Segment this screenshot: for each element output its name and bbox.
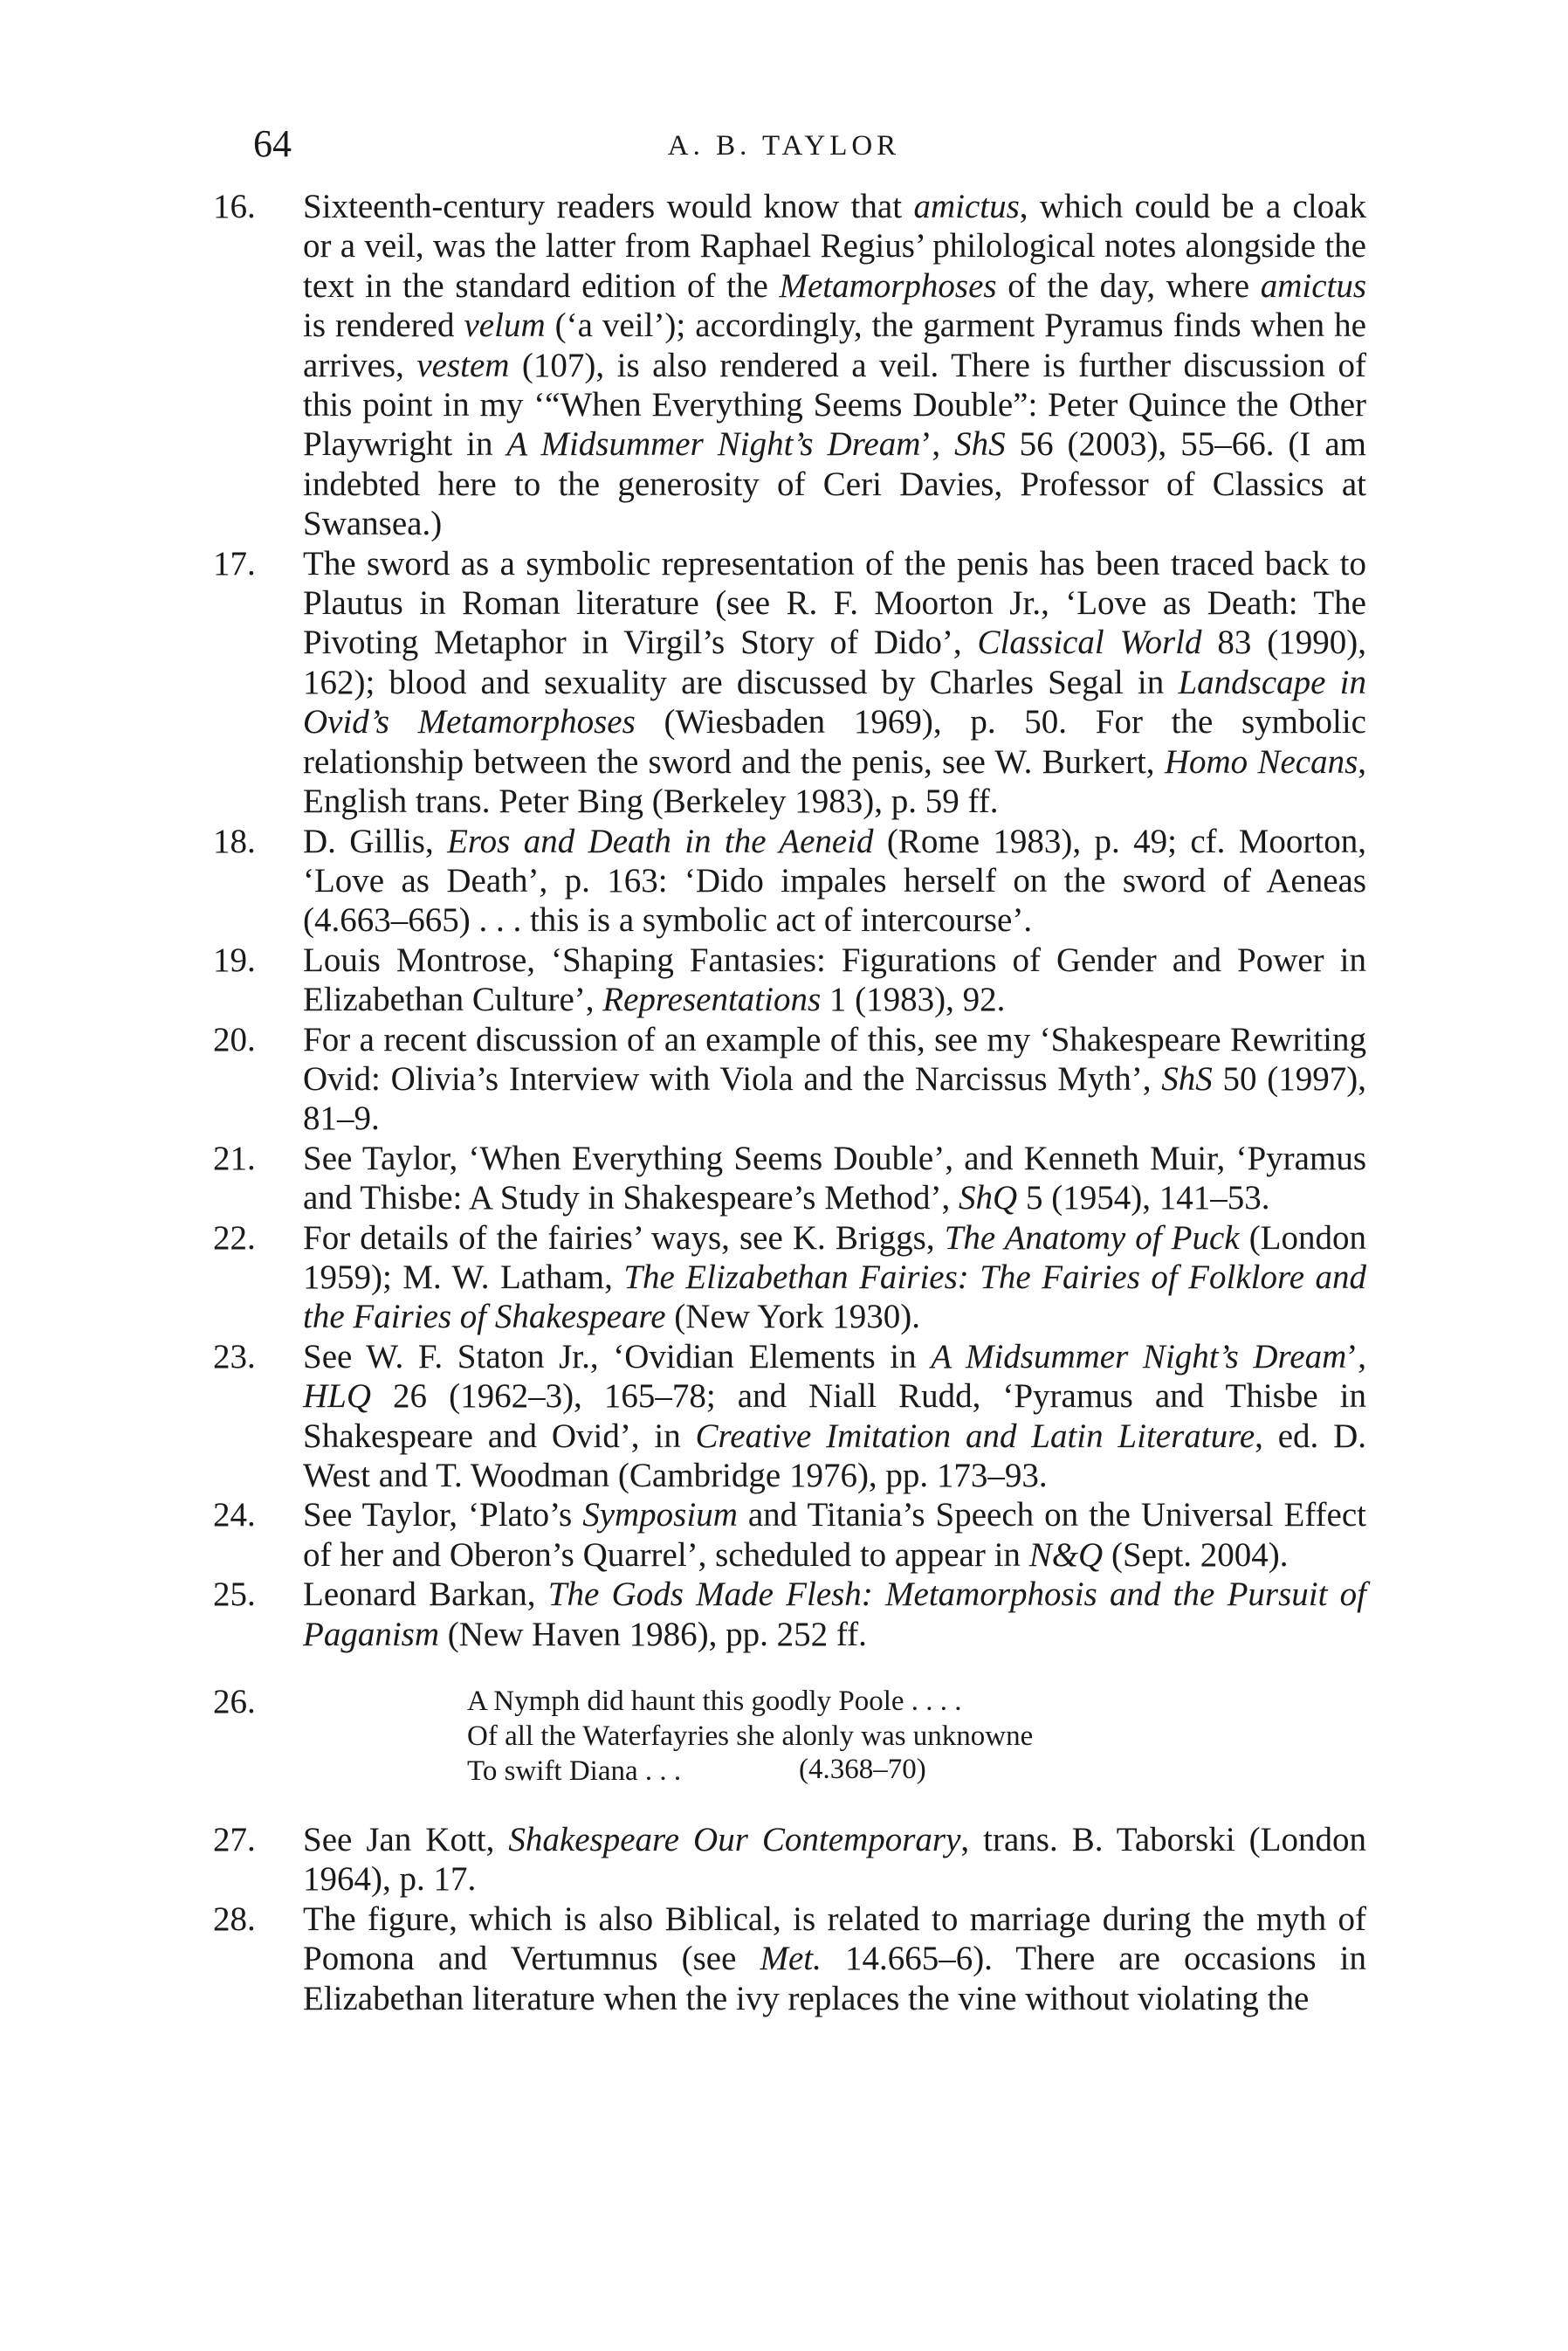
endnote-text: Sixteenth-century readers would know that amictus, which could be a cloak or a veil, was the latter from Raphael Regius’ philological notes alongside the text in the standard edition of the Metamorphoses of the day, where amictus is rendered velum (‘a veil’); accordingly, the garment Pyramus finds when he arrives, vestem (107), is also rendered a veil. There is further discussion of this point in my ‘“When Everything Seems Double”: Peter Quince the Other Playwright in A Midsummer Night’s Dream’, ShS 56 (2003), 55–66. (I am indebted here to the generosity of Ceri Davies, Professor of Classics at Swansea.)	[303, 188, 1367, 543]
endnote	[213, 1899, 1366, 2018]
endnote-text: The figure, which is also Biblical, is related to marriage during the myth of Pomona and Vertumnus (see Met. 14.665–6). There are occasions in Elizabethan literature when the ivy replaces the vine without violating the	[303, 1899, 1366, 2017]
endnote-text: See Taylor, ‘When Everything Seems Double’, and Kenneth Muir, ‘Pyramus and Thisbe: A Study in Shakespeare’s Method’, ShQ 5 (1954), 141–53.	[303, 1139, 1366, 1217]
endnote-number: 17.	[213, 544, 256, 583]
endnote	[213, 822, 1366, 941]
endnote	[213, 1218, 1367, 1337]
endnote-number: 28.	[213, 1899, 256, 1938]
verse-line: A Nymph did haunt this goodly Poole . . . .	[467, 1686, 962, 1718]
endnote-26-verse-quotation	[213, 1682, 1366, 1790]
endnote-text: For a recent discussion of an example of this, see my ‘Shakespeare Rewriting Ovid: Olivia’s Interview with Viola and the Narcissus Myth’, ShS 50 (1997), 81–9.	[303, 1020, 1366, 1138]
endnote-number: 20.	[213, 1020, 256, 1058]
endnote-text: See Jan Kott, Shakespeare Our Contemporary, trans. B. Taborski (London 1964), p. 17.	[303, 1821, 1366, 1899]
endnote-number: 16.	[213, 188, 256, 225]
endnote-number: 27.	[213, 1821, 256, 1859]
running-head: A. B. TAYLOR	[667, 130, 901, 162]
verse-quotation	[467, 1684, 1033, 1789]
endnote	[213, 1337, 1367, 1496]
endnote-number: 19.	[213, 941, 256, 979]
endnotes-group-16-25	[213, 187, 1367, 1654]
page-header	[0, 122, 1568, 166]
endnote-number: 18.	[213, 822, 256, 860]
endnote-text: Louis Montrose, ‘Shaping Fantasies: Figurations of Gender and Power in Elizabethan Culture’, Representations 1 (1983), 92.	[303, 941, 1366, 1019]
verse-line: Of all the Waterfayries she alonly was unknowne	[467, 1720, 1034, 1753]
endnote	[213, 187, 1367, 544]
verse-line: To swift Diana . . .	[467, 1755, 682, 1788]
endnote	[213, 1020, 1366, 1139]
endnote-number: 26.	[213, 1683, 256, 1721]
endnote-number: 21.	[213, 1139, 256, 1177]
endnote-text: D. Gillis, Eros and Death in the Aeneid (Rome 1983), p. 49; cf. Moorton, ‘Love as Death’, p. 163: ‘Dido impales herself on the sword of Aeneas (4.663–665) . . . this is a symbolic act of intercourse’.	[303, 822, 1366, 940]
endnote-number: 25.	[213, 1575, 256, 1614]
endnotes-group-27-28	[213, 1820, 1366, 2018]
endnote-text: See W. F. Staton Jr., ‘Ovidian Elements in A Midsummer Night’s Dream’, HLQ 26 (1962–3), 165–78; and Niall Rudd, ‘Pyramus and Thisbe in Shakespeare and Ovid’, in Creative Imitation and Latin Literature, ed. D. West and T. Woodman (Cambridge 1976), pp. 173–93.	[303, 1337, 1367, 1494]
endnote	[213, 1575, 1366, 1654]
page-number: 64	[253, 122, 292, 165]
endnote-text: The sword as a symbolic representation of the penis has been traced back to Plautus in Roman literature (see R. F. Moorton Jr., ‘Love as Death: The Pivoting Metaphor in Virgil’s Story of Dido’, Classical World 83 (1990), 162); blood and sexuality are discussed by Charles Segal in Landscape in Ovid’s Metamorphoses (Wiesbaden 1969), p. 50. For the symbolic relationship between the sword and the penis, see W. Burkert, Homo Necans, English trans. Peter Bing (Berkeley 1983), p. 59 ff.	[303, 544, 1367, 821]
endnote-text: Leonard Barkan, The Gods Made Flesh: Metamorphosis and the Pursuit of Paganism (New Haven 1986), pp. 252 ff.	[303, 1575, 1366, 1653]
endnotes	[213, 187, 1367, 2018]
endnote	[213, 544, 1367, 822]
endnote-number: 24.	[213, 1496, 256, 1534]
endnote	[213, 1820, 1366, 1899]
endnote	[213, 1495, 1366, 1575]
endnote-text: For details of the fairies’ ways, see K. Briggs, The Anatomy of Puck (London 1959); M. W. Latham, The Elizabethan Fairies: The Fairies of Folklore and the Fairies of Shakespeare (New York 1930).	[303, 1218, 1367, 1336]
endnote-number: 22.	[213, 1218, 256, 1257]
endnote-number: 23.	[213, 1337, 256, 1375]
verse-reference: (4.368–70)	[799, 1754, 926, 1786]
endnote-text: See Taylor, ‘Plato’s Symposium and Titania’s Speech on the Universal Effect of her and Oberon’s Quarrel’, scheduled to appear in N&Q (Sept. 2004).	[303, 1496, 1366, 1574]
endnote	[213, 941, 1366, 1020]
endnote	[213, 1139, 1366, 1218]
